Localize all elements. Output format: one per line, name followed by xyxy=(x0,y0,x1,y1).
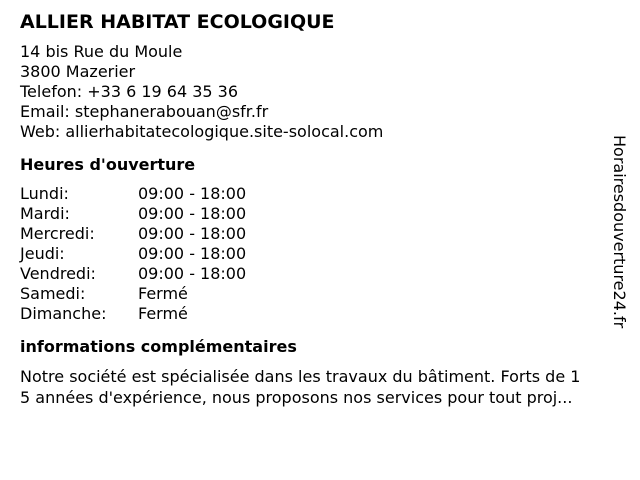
description-line: 5 années d'expérience, nous proposons nos services pour tout proj... xyxy=(20,388,573,407)
hours-row-monday xyxy=(20,184,610,204)
email-address: Email: stephanerabouan@sfr.fr xyxy=(20,102,269,121)
time-value: 09:00 - 18:00 xyxy=(138,264,247,283)
day-label: Mardi: xyxy=(20,204,70,223)
address-street: 14 bis Rue du Moule xyxy=(20,42,183,61)
day-label: Mercredi: xyxy=(20,224,95,243)
opening-hours-heading: Heures d'ouverture xyxy=(20,155,196,174)
time-value: 09:00 - 18:00 xyxy=(138,224,247,243)
time-value: 09:00 - 18:00 xyxy=(138,204,247,223)
day-label: Jeudi: xyxy=(20,244,65,263)
business-card xyxy=(20,10,610,408)
hours-row-friday xyxy=(20,264,610,284)
day-label: Vendredi: xyxy=(20,264,96,283)
opening-hours-list xyxy=(20,184,610,324)
website: Web: allierhabitatecologique.site-solocal.com xyxy=(20,122,384,141)
time-value: Fermé xyxy=(138,304,188,323)
hours-row-sunday xyxy=(20,304,610,324)
hours-row-thursday xyxy=(20,244,610,264)
day-label: Lundi: xyxy=(20,184,69,203)
day-label: Dimanche: xyxy=(20,304,107,323)
site-brand-vertical: Horairesdouverture24.fr xyxy=(610,135,629,329)
day-label: Samedi: xyxy=(20,284,86,303)
hours-row-saturday xyxy=(20,284,610,304)
time-value: Fermé xyxy=(138,284,188,303)
phone-number: Telefon: +33 6 19 64 35 36 xyxy=(20,82,239,101)
description-line: Notre société est spécialisée dans les travaux du bâtiment. Forts de 1 xyxy=(20,367,581,386)
additional-info-heading: informations complémentaires xyxy=(20,337,297,356)
hours-row-tuesday xyxy=(20,204,610,224)
business-name: ALLIER HABITAT ECOLOGIQUE xyxy=(20,11,335,33)
address-city: 3800 Mazerier xyxy=(20,62,136,81)
additional-info-text xyxy=(20,366,628,408)
hours-row-wednesday xyxy=(20,224,610,244)
time-value: 09:00 - 18:00 xyxy=(138,244,247,263)
time-value: 09:00 - 18:00 xyxy=(138,184,247,203)
